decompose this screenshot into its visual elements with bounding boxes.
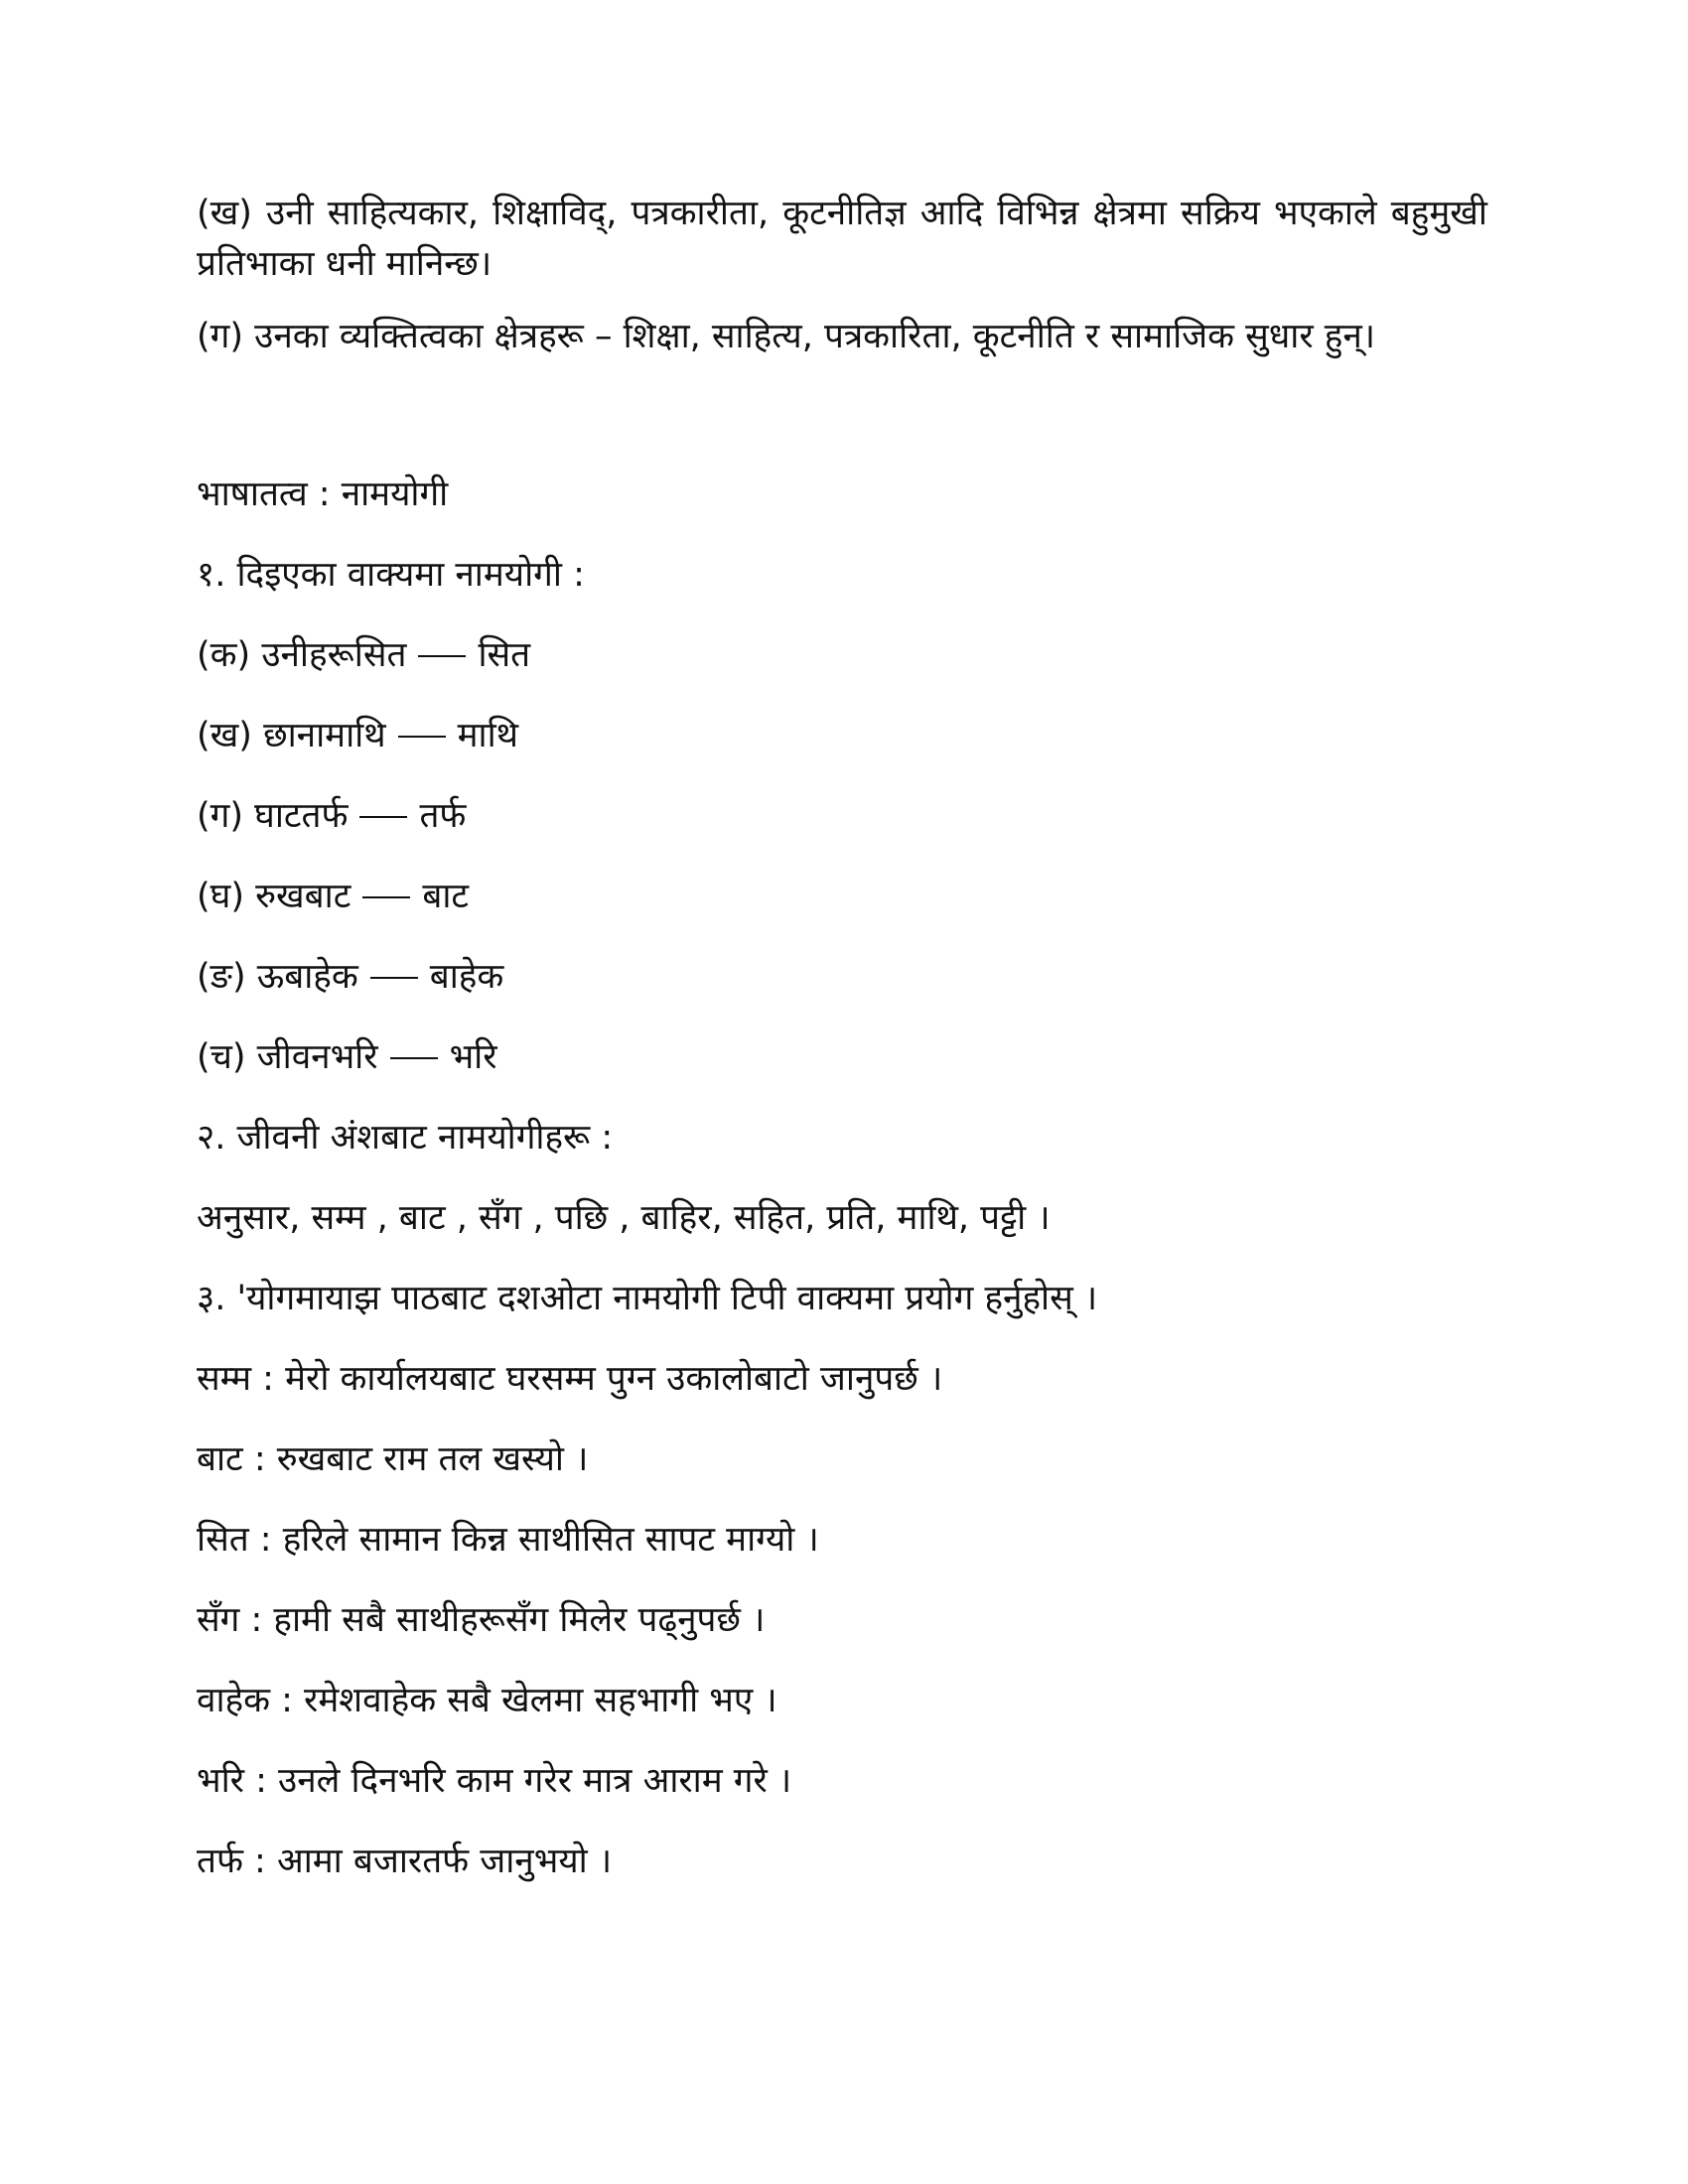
question-3-title: ३. 'योगमायाझ पाठबाट दशओटा नामयोगी टिपी वाक्यमा प्रयोग हर्नुहोस् ।	[197, 1279, 1098, 1319]
dash-separator	[359, 816, 407, 818]
section-title: भाषातत्व : नामयोगी	[197, 475, 449, 515]
list-item	[197, 776, 1487, 857]
dash-separator	[418, 655, 466, 657]
item-label: (च) जीवनभरि	[197, 1037, 378, 1078]
item-answer: तर्फ	[419, 796, 467, 837]
sentence-item: भरि : उनले दिनभरि काम गरेर मात्र आराम गरे ।	[197, 1761, 792, 1802]
item-answer: माथि	[457, 716, 519, 756]
question-2-title: २. जीवनी अंशबाट नामयोगीहरू :	[197, 1118, 614, 1159]
item-label: (ग) घाटतर्फ	[197, 796, 349, 837]
list-item	[197, 696, 1487, 776]
item-label: (ख) छानामाथि	[197, 716, 386, 756]
dash-separator	[398, 736, 446, 738]
item-answer: सित	[478, 635, 531, 676]
section-gap	[197, 383, 1487, 455]
item-label: (क) उनीहरूसित	[197, 635, 407, 676]
sentence-item: बाट : रुखबाट राम तल खस्यो ।	[197, 1439, 589, 1480]
answer-kha-paragraph: (ख) उनी साहित्यकार, शिक्षाविद्, पत्रकारीता, कूटनीतिज्ञ आदि विभिन्न क्षेत्रमा सक्रिय भएकाले बहुमुखी प्रतिभाका धनी मानिन्छ।	[197, 194, 1487, 284]
sentence-item: सम्म : मेरो कार्यालयबाट घरसम्म पुग्न उकालोबाटो जानुपर्छ ।	[197, 1359, 943, 1400]
sentence-item: सित : हरिले सामान किन्न साथीसित सापट माग्यो ।	[197, 1520, 819, 1561]
item-answer: बाहेक	[429, 957, 504, 998]
sentence-item: सँग : हामी सबै साथीहरूसँग मिलेर पढ्नुपर्छ ।	[197, 1600, 766, 1641]
dash-separator	[362, 896, 410, 898]
question-2-answer: अनुसार, सम्म , बाट , सँग , पछि , बाहिर, सहित, प्रति, माथि, पट्टी ।	[197, 1198, 1051, 1239]
list-item	[197, 1018, 1487, 1098]
dash-separator	[390, 1057, 438, 1059]
item-answer: बाट	[422, 877, 470, 917]
answer-ga-paragraph: (ग) उनका व्यक्तित्वका क्षेत्रहरू – शिक्षा, साहित्य, पत्रकारिता, कूटनीति र सामाजिक सुधार हुन्।	[197, 316, 1376, 356]
document-page	[197, 189, 1487, 1902]
list-item	[197, 857, 1487, 937]
list-item	[197, 937, 1487, 1018]
sentence-item: तर्फ : आमा बजारतर्फ जानुभयो ।	[197, 1842, 613, 1882]
item-answer: भरि	[449, 1037, 497, 1078]
sentence-item: वाहेक : रमेशवाहेक सबै खेलमा सहभागी भए ।	[197, 1681, 777, 1721]
item-label: (ङ) ऊबाहेक	[197, 957, 358, 998]
list-item	[197, 615, 1487, 696]
dash-separator	[370, 977, 418, 979]
question-1-title: १. दिइएका वाक्यमा नामयोगी :	[197, 555, 585, 596]
item-label: (घ) रुखबाट	[197, 877, 352, 917]
